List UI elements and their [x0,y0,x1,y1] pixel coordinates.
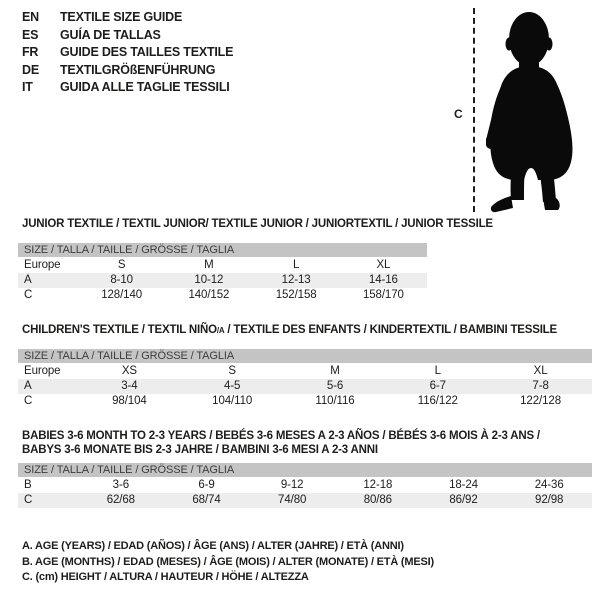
table-cell: 86/92 [449,494,478,506]
table-cell: 74/80 [278,494,307,506]
section-title [22,323,592,338]
row-label: B [24,479,32,491]
size-header-bar: SIZE / TALLA / TAILLE / GRÖSSE / TAGLIA [18,463,592,477]
language-code: ES [22,27,39,42]
baby-figure [450,8,592,214]
language-code: IT [22,80,33,94]
babies-section [18,425,592,508]
table-row [18,394,592,409]
table-cell: 92/98 [535,494,564,506]
junior-section [18,213,493,303]
title-line: BABYS 3-6 MONATE BIS 2-3 JAHRE / BAMBINI 3-6 MESI A 2-3 ANNI [22,444,378,456]
language-code: FR [22,45,39,59]
table-cell: 110/116 [315,395,355,407]
table-cell: 3-6 [112,479,129,491]
title-line: BABIES 3-6 MONTH TO 2-3 YEARS / BEBÉS 3-6 MESES A 2-3 AÑOS / BÉBÉS 3-6 MOIS À 2-3 ANS / [22,430,540,442]
title-subscript: /A [216,326,225,335]
table-cell: 98/104 [112,395,147,407]
table-cell: 18-24 [449,479,478,491]
table-cell: 4-5 [224,380,241,392]
row-label: A [24,380,32,392]
table-cell: 3-4 [121,380,138,392]
language-row [22,79,233,97]
table-cell: 140/152 [188,289,230,301]
column-header: XL [376,259,391,271]
table-cell: 10-12 [194,274,224,286]
row-label: C [24,289,33,301]
size-header-bar: SIZE / TALLA / TAILLE / GRÖSSE / TAGLIA [18,243,427,257]
language-label: TEXTILGRÖßENFÜHRUNG [60,62,216,77]
title-text: CHILDREN'S TEXTILE / TEXTIL NIÑO [22,324,217,336]
column-header: XS [121,365,137,377]
column-header: M [330,365,340,377]
language-label: GUIDE DES TAILLES TEXTILE [60,45,234,59]
row-label: C [24,395,33,407]
language-row [22,27,233,45]
section-title [22,429,592,457]
language-code: DE [22,62,39,77]
legend-line: C. (cm) HEIGHT / ALTURA / HAUTEUR / HÖHE / ALTEZZA [22,571,309,583]
table-cell: 128/140 [101,289,143,301]
column-header: Europe [24,365,61,377]
table-row [18,493,592,508]
column-header: Europe [24,259,61,271]
column-header: L [434,365,441,377]
language-label: GUIDA ALLE TAGLIE TESSILI [60,80,230,94]
language-row [22,44,233,62]
table-cell: 9-12 [280,479,304,491]
legend-line: B. AGE (MONTHS) / EDAD (MESES) / ÂGE (MOIS) / ALTER (MONATE) / ETÀ (MESI) [22,555,434,568]
table-cell: 5-6 [326,380,344,392]
section-title: JUNIOR TEXTILE / TEXTIL JUNIOR/ TEXTILE JUNIOR / JUNIORTEXTIL / JUNIOR TESSILE [22,218,493,230]
table-cell: 68/74 [192,494,221,506]
table-cell: 6-7 [429,380,446,392]
table-row [18,273,427,288]
table-cell: 12-13 [281,274,311,286]
title-text: / TEXTILE DES ENFANTS / KINDERTEXTIL / BAMBINI TESSILE [224,324,557,336]
size-header-bar: SIZE / TALLA / TAILLE / GRÖSSE / TAGLIA [18,349,592,363]
toddler-silhouette-icon [486,8,578,214]
height-measure-label: C [454,107,463,121]
table-cell: 12-18 [363,479,393,491]
column-header: L [292,259,300,271]
table-cell: 8-10 [110,274,133,286]
legend [22,539,434,586]
table-cell: 7-8 [532,380,549,392]
column-header: S [228,365,236,377]
table-cell: 116/122 [417,395,458,407]
table-cell: 80/86 [363,494,392,506]
height-dashed-line [473,8,475,212]
legend-line: A. AGE (YEARS) / EDAD (AÑOS) / ÂGE (ANS) / ALTER (JAHRE) / ETÀ (ANNI) [22,540,404,552]
table-cell: 152/158 [275,289,317,301]
table-row [18,288,427,303]
language-row [22,62,233,80]
row-label: A [24,274,32,286]
column-header: S [117,259,126,271]
language-list [22,9,233,97]
column-header: M [204,259,214,271]
table-cell: 122/128 [520,395,562,407]
language-label: TEXTILE SIZE GUIDE [60,10,183,24]
table-cell: 24-36 [534,479,564,491]
table-row [18,478,592,493]
table-cell: 6-9 [198,479,215,491]
table-header-row [18,258,427,273]
column-header: XL [533,365,548,377]
row-label: C [24,494,33,506]
table-header-row [18,364,592,379]
table-row [18,379,592,394]
table-cell: 62/68 [106,494,135,506]
language-code: EN [22,10,39,24]
children-section [18,319,592,409]
table-cell: 14-16 [368,274,398,286]
language-row [22,9,233,27]
language-label: GUÍA DE TALLAS [60,27,161,42]
table-cell: 158/170 [362,289,404,301]
table-cell: 104/110 [212,395,253,407]
